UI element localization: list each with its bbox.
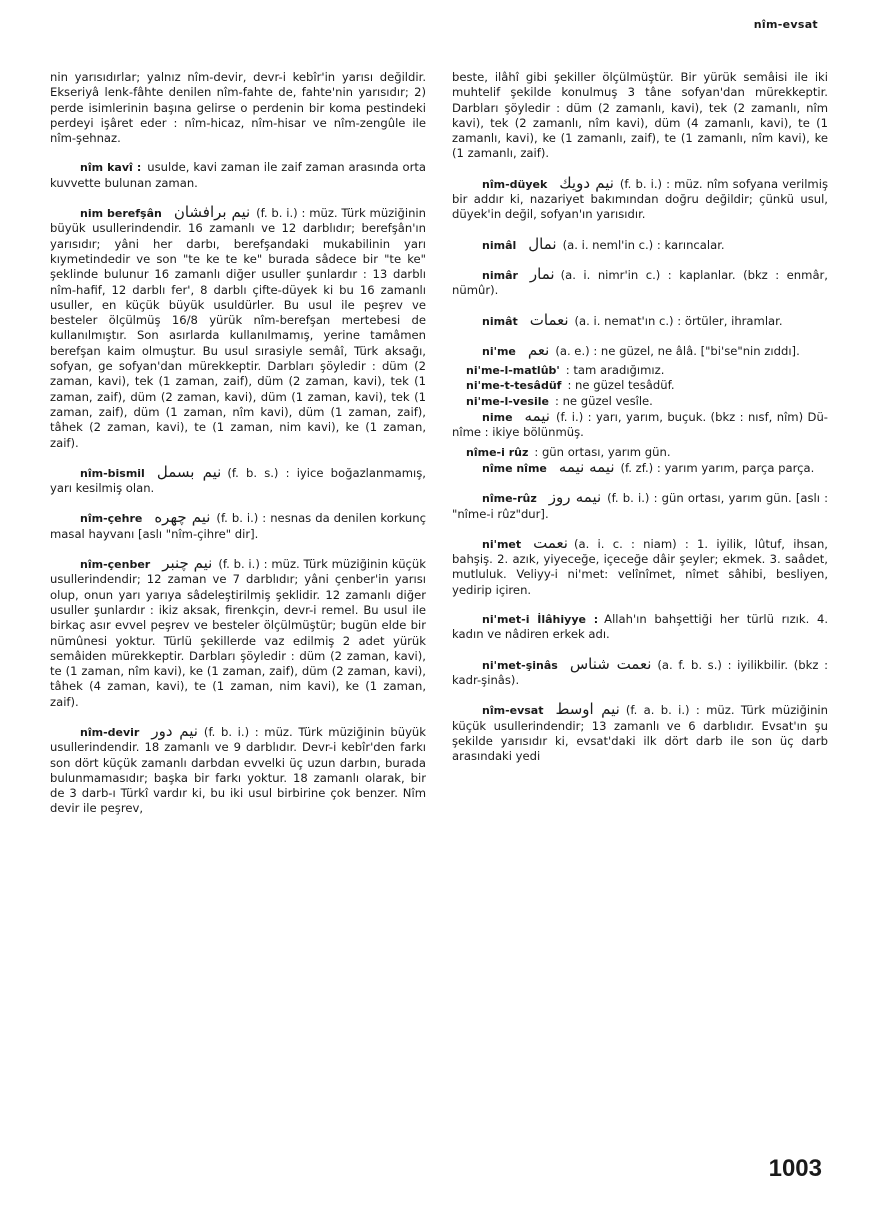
entry-text: usulde, kavi zaman ile zaif zaman arasında orta kuvvette bulunan zaman. [50, 160, 426, 190]
arabic-script: نمار [529, 264, 555, 283]
headword: nîm-düyek [482, 177, 548, 191]
headword: ni'met-i İlâhiyye : [482, 613, 599, 627]
arabic-script: نعمت شناس [569, 654, 652, 673]
entry [50, 510, 426, 542]
entry [452, 310, 828, 329]
headword: ni'met-şinâs [482, 658, 558, 672]
arabic-script: نیم چهره [154, 508, 211, 527]
headword: nîm-çehre [80, 512, 143, 526]
arabic-script: نیمه روز [548, 488, 602, 507]
entry-text: Allah'ın bahşettiği her türlü rızık. 4. kadın ve nâdiren erkek adı. [452, 612, 829, 642]
sub-entry [452, 378, 828, 393]
entry [50, 556, 426, 710]
entry [452, 173, 828, 223]
entry-text: (f. b. i.) : nesnas da denilen korkunç masal hayvanı [aslı "nîm-çihre" dir]. [50, 511, 427, 541]
entry-text: (a. e.) : ne güzel, ne âlâ. ["bi'se"nin zıddı]. [555, 343, 800, 358]
sub-entry [452, 394, 828, 409]
entry-text: (f. b. s.) : iyice boğazlanmamış, yarı kesilmiş olan. [50, 465, 426, 496]
headword: nimâr [482, 268, 518, 282]
entry [452, 533, 828, 598]
entry-text: (f. b. i.) : müz. Türk müziğinin büyük usullerindendir. 16 zamanlı ve 12 darblıdır; berefşân'ın yarısıdır; yâni her darbı, berefşandaki mukabilinin yarı kıymetindedir ve son "te ke te ke" burada sâdece bir "te ke" şeklinde bulunur 16 zamanlı diğer usuller şunlardır : 13 darblı nîm-hafif, 12 darblı fer', 8 darblı çifte-düyek ki bu 16 zamanlı usuller, en küçük büyük usuldürler. Bu usul ile peşrev ve besteler ölçülmüş 16/8 yürük nîm-berefşan mertebesi de kullanılmıştır. Son asırlarda kullanılmamış, yerine tamâmen berefşan kaim olmuştur. Bu usul sırasiyle semâî, Türk aksağı, sofyan, ge sofyan'dan mürekkeptir. Darbları şöyledir : düm (2 zaman, kavi), tek (1 zaman, zaif), düm (2 zaman, kavi), tek (1 zaman, zaif), düm (2 zaman, kavi), düm (1 zaman, kavi), tek (1 zaman, zaif), düm (1 zaman, nîm kavi), düm (1 zaman, zaif), tâhek (2 zaman, kavi), te (1 zaman, nim kavi), ke (1 zaman, zaif). [50, 206, 426, 450]
arabic-script: نعم [527, 340, 550, 359]
entry-text: nin yarısıdırlar; yalnız nîm-devir, devr-i kebîr'in yarısı değildir. Ekseriyâ lenk-fâhte denilen nîm-fahte de, fahte'nin yarısıdır; 2) perde isimlerinin başına gelirse o perdenin bir koma pestindeki perdeyi işâret eder : nîm-hicaz, nîm-hisar ve nîm-zengûle ile nîm-şehnaz. [50, 70, 426, 146]
entry-text: (a. i. c. : niam) : 1. iyilik, lûtuf, ihsan, bahşiş. 2. azık, yiyeceğe, içeceğe dâir şeyler; ekmek. 3. saâdet, mutluluk. Veliyy-i ni'met: velînîmet, nîmet sâhibi, besliyen, yedirip içiren. [452, 536, 828, 597]
arabic-script: نمال [528, 234, 557, 253]
headword: nîm-bismil [80, 466, 145, 480]
entry-text: (f. i.) : yarı, yarım, buçuk. (bkz : nısf, nîm) Dü-nîme : ikiye bölünmüş. [452, 410, 828, 440]
entry [452, 340, 828, 359]
entry-text: (f. zf.) : yarım yarım, parça parça. [620, 460, 815, 475]
entry-text: (f. b. i.) : müz. Türk müziğinin büyük usullerindendir. 18 zamanlı ve 9 darblıdır. Devr-i kebîr'den farkı son dört küçük zamanlı darbdan evvelki üç uzun darbın, burada bulunmamasıdır; başka bir farkı yoktur. 18 zamanlı olarak, bir de 3 darb-ı Türkî vardır ki, bu iki usul birbirine çok benzer. Nîm devir ile peşrev, [50, 724, 426, 816]
entry-text: beste, ilâhî gibi şekiller ölçülmüştür. Bir yürük semâisi ile iki muhtelif şekilde konulmuş 3 tâne sofyan'dan mürekkeptir. Darbları şöyledir : düm (2 zamanlı, kavi), tek (2 zamanlı, nîm kavi), tek (2 zamanlı, nîm kavi), düm (4 zamanlı, kavi), te (1 zamanlı, kavi), ke (1 zamanlı, zaif), te (1 zamanlı, nîm kavi), ke (1 zamanlı, zaif). [452, 70, 828, 161]
entry [50, 205, 426, 451]
arabic-script: نیم برافشان [173, 203, 251, 222]
headword: nimâl [482, 238, 517, 252]
entry [452, 654, 828, 689]
entry [50, 721, 426, 817]
arabic-script: نیم بسمل [156, 462, 222, 481]
entry-text: : gün ortası, yarım gün. [534, 444, 671, 459]
entry-text: : tam aradığımız. [565, 363, 665, 378]
entry-text: (a. i. nimr'in c.) : kaplanlar. (bkz : enmâr, nümûr). [452, 267, 828, 298]
sub-headword: ni'me-l-matlûb' [466, 364, 560, 378]
entry [452, 234, 828, 253]
headword: nîm-evsat [482, 704, 544, 718]
entry-text: (a. i. neml'in c.) : karıncalar. [562, 237, 725, 252]
entry [50, 160, 426, 191]
headword: nîm-devir [80, 725, 140, 739]
arabic-script: نیم چنبر [162, 554, 213, 573]
sub-headword: nîme-i rûz [466, 445, 529, 459]
headword: nime [482, 411, 513, 425]
left-column [50, 70, 426, 831]
headword: nîm kavî : [80, 161, 142, 175]
headword: nim berefşân [80, 207, 162, 221]
headword: nimât [482, 314, 518, 328]
headword: nîme nîme [482, 461, 547, 475]
entry [452, 264, 828, 299]
entry [452, 409, 828, 441]
entry-text: (f. b. i.) : gün ortası, yarım gün. [aslı : "nîme-i rûz"dur]. [452, 491, 828, 521]
entry [50, 462, 426, 497]
entry [50, 70, 426, 146]
entry-text: (f. b. i.) : müz. nîm sofyana verilmiş bir addır ki, nazariyet bakımından doğru değildir; çünkü usul, düyek'in değil, sofyan'ın yarısıdır. [452, 176, 828, 222]
arabic-script: نعمات [529, 310, 569, 329]
arabic-script: نیم دور [151, 721, 198, 740]
running-head: nîm-evsat [753, 18, 818, 31]
entry-text: : ne güzel vesîle. [554, 393, 653, 408]
entry [452, 612, 828, 643]
headword: nîm-çenber [80, 558, 151, 572]
entry-text: : ne güzel tesâdüf. [567, 378, 675, 393]
page-number: 1003 [768, 1155, 822, 1182]
arabic-script: نیمه [524, 407, 550, 426]
arabic-script: نیمه نیمه [558, 457, 615, 476]
entry-text: (f. a. b. i.) : müz. Türk müziğinin küçük usullerindendir; 13 zamanlı ve 6 darblıdır. Evsat'ın şu şekilde yarısıdır ki, evsat'daki ilk dört darb ile son üç darb arasındaki yedi [452, 703, 828, 764]
right-column [452, 70, 828, 778]
headword: ni'me [482, 344, 516, 358]
entry-text: (a. i. nemat'ın c.) : örtüler, ihramlar. [574, 313, 783, 328]
entry-text: (a. f. b. s.) : iyilikbilir. (bkz : kadr-şinâs). [452, 657, 828, 687]
entry [452, 490, 828, 522]
sub-headword: ni'me-t-tesâdüf [466, 379, 562, 393]
entry [452, 70, 828, 162]
sub-entry [452, 445, 828, 460]
headword: nîme-rûz [482, 492, 537, 506]
arabic-script: نعمت [533, 533, 568, 552]
arabic-script: نیم اوسط [555, 700, 620, 719]
sub-headword: ni'me-l-vesile [466, 394, 549, 408]
sub-entry [452, 363, 828, 378]
headword: ni'met [482, 537, 522, 551]
entry [452, 457, 828, 476]
arabic-script: نیم دویك [559, 173, 614, 192]
entry [452, 702, 828, 764]
entry-text: (f. b. i.) : müz. Türk müziğinin küçük usullerindendir; 12 zaman ve 7 darblıdır; yâni çenber'in yarısı olup, onun yarı yarıya sâdeleştirilmiş şeklidir. 12 zamanlı diğer usuller şunlardır : ikiz aksak, firenkçin, devr-i remel. Bu usul ile birkaç asır evvel peşrev ve besteler ölçülmüştür; bugün elde bir nümûnesi yoktur. Türlü şekillerde vaz edilmiş 2 adet yürük semâiden mürekkeptir. Darbları şöyledir : düm (2 zaman, kavi), te (1 zaman, nîm kavi), ke (1 zaman, zaif), düm (2 zaman, kavi), tâhek (4 zaman, kavi), te (1 zaman, nim kavi), ke (1 zaman, zaif). [50, 557, 426, 709]
